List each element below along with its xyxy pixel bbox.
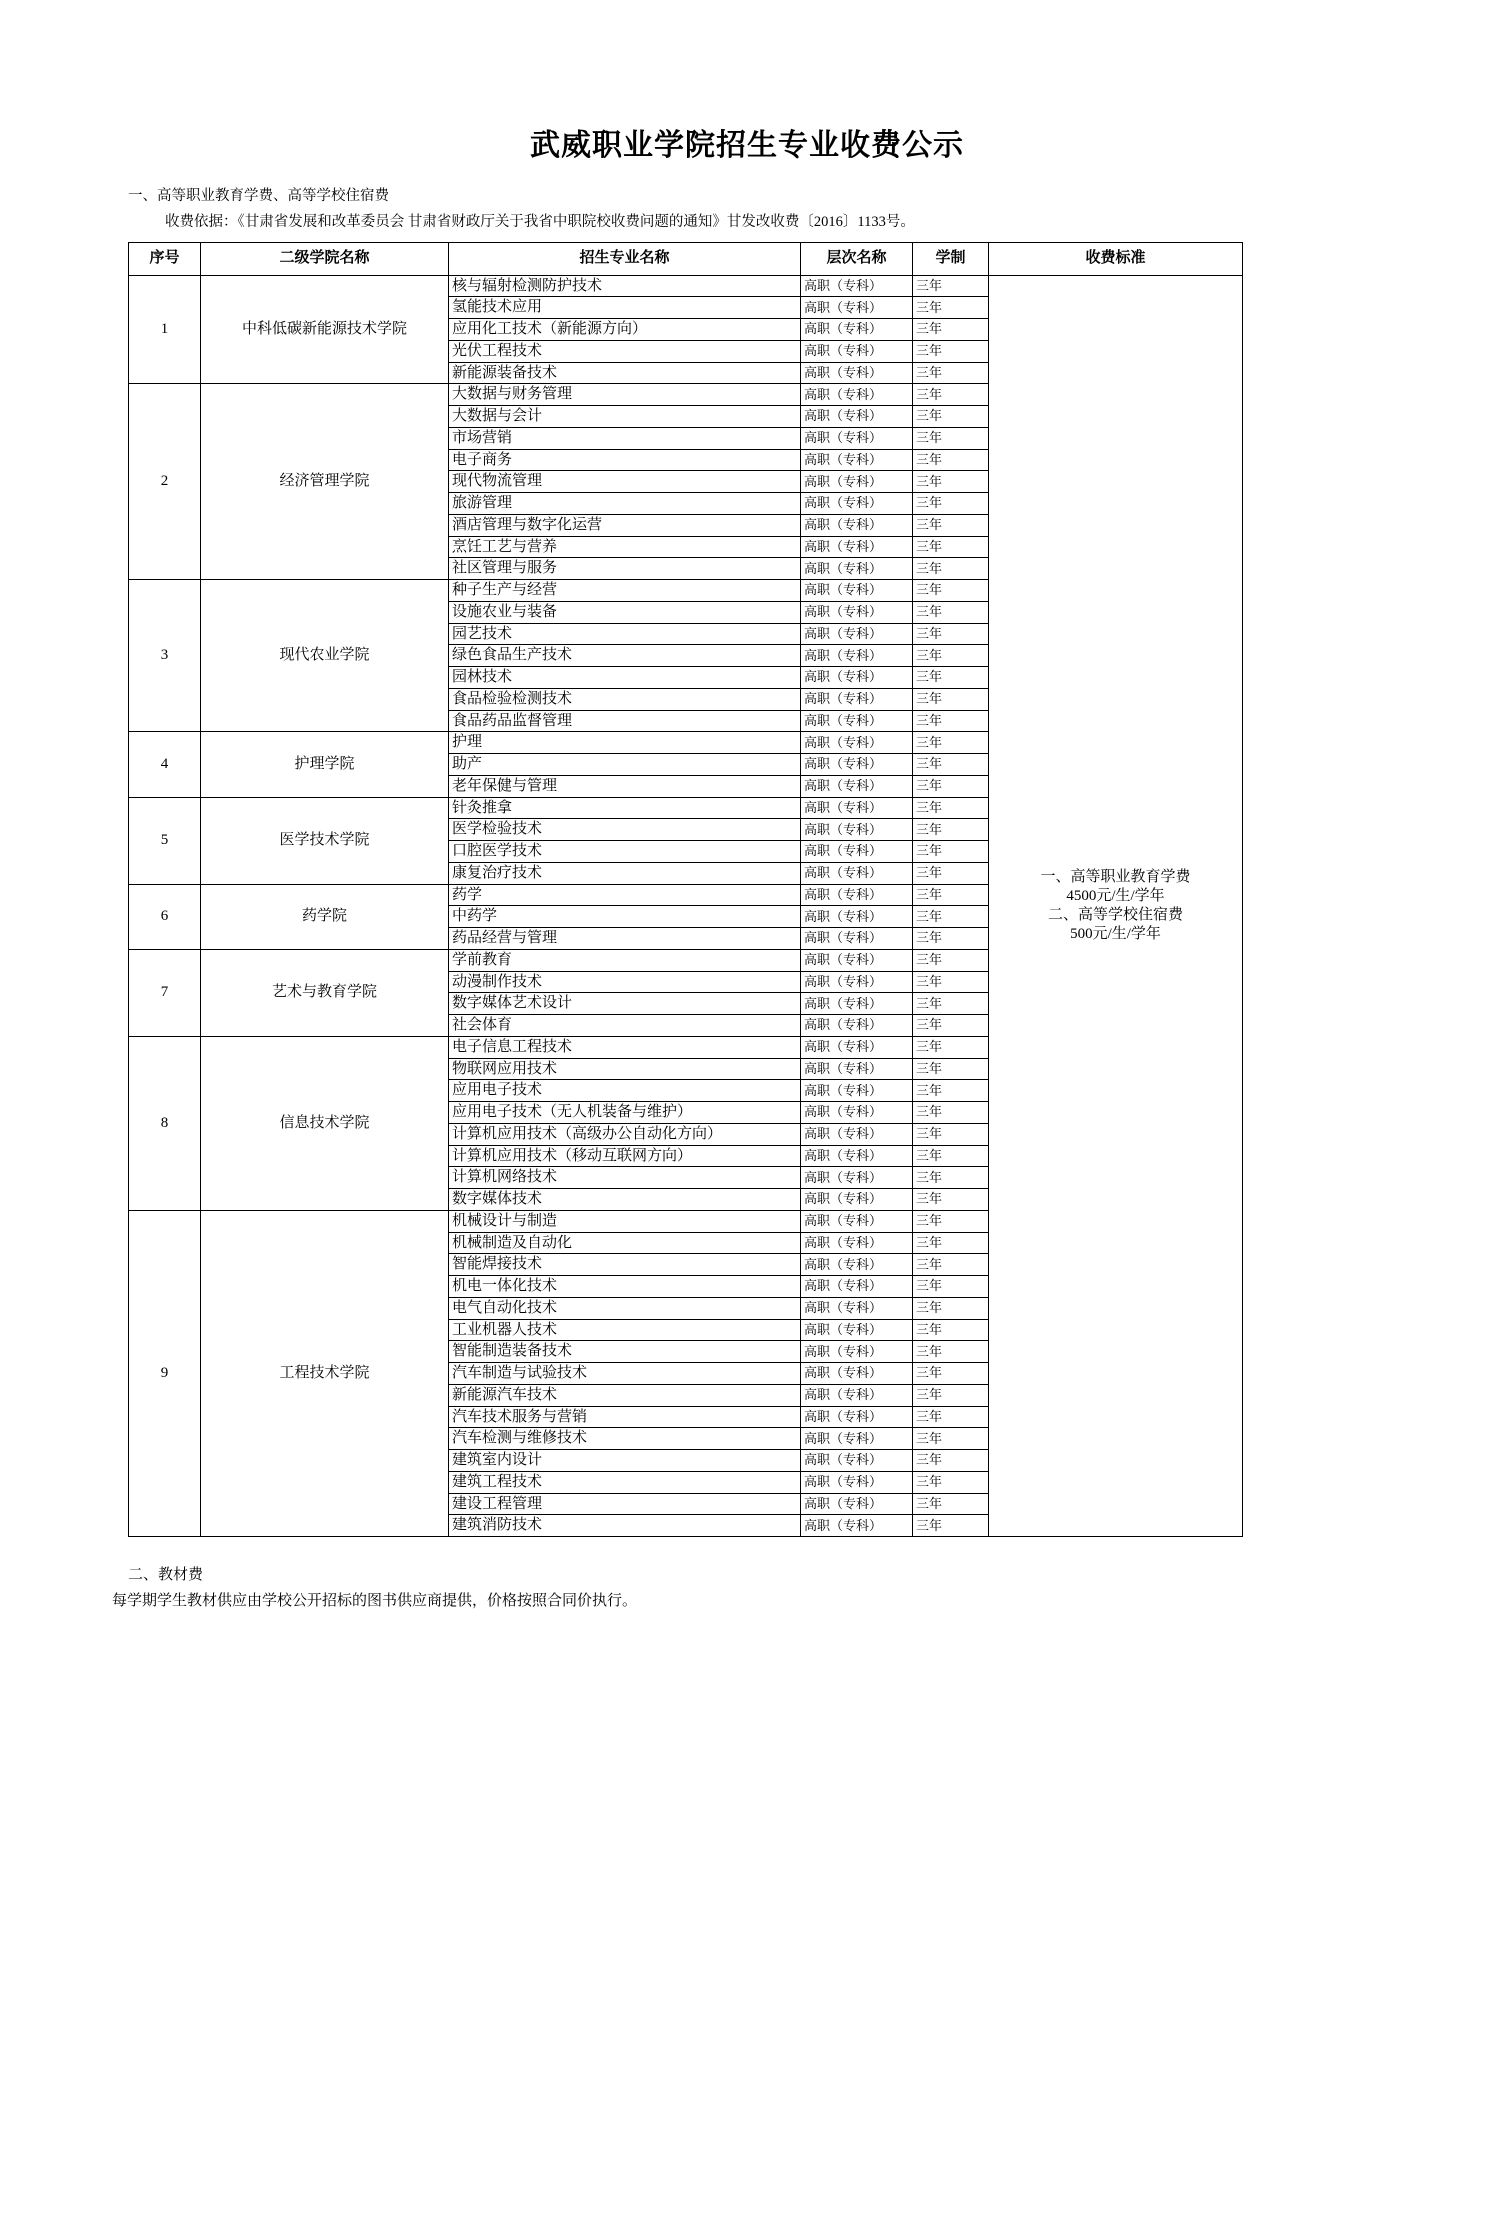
cell-years: 三年 — [913, 1363, 989, 1385]
cell-major: 食品药品监督管理 — [449, 710, 801, 732]
cell-major: 光伏工程技术 — [449, 340, 801, 362]
cell-years: 三年 — [913, 1384, 989, 1406]
cell-years: 三年 — [913, 667, 989, 689]
cell-level: 高职（专科） — [801, 884, 913, 906]
cell-no: 2 — [129, 384, 201, 580]
cell-level: 高职（专科） — [801, 275, 913, 297]
cell-years: 三年 — [913, 884, 989, 906]
cell-years: 三年 — [913, 1515, 989, 1537]
cell-years: 三年 — [913, 384, 989, 406]
cell-years: 三年 — [913, 1123, 989, 1145]
cell-years: 三年 — [913, 1428, 989, 1450]
cell-major: 种子生产与经营 — [449, 580, 801, 602]
cell-years: 三年 — [913, 1493, 989, 1515]
cell-major: 现代物流管理 — [449, 471, 801, 493]
table-head — [129, 242, 1243, 275]
section1-basis: 收费依据：《甘肃省发展和改革委员会 甘肃省财政厅关于我省中职院校收费问题的通知》甘发改收费〔2016〕1133号。 — [165, 213, 915, 230]
cell-years: 三年 — [913, 427, 989, 449]
cell-years: 三年 — [913, 340, 989, 362]
cell-level: 高职（专科） — [801, 1210, 913, 1232]
cell-level: 高职（专科） — [801, 340, 913, 362]
cell-level: 高职（专科） — [801, 1276, 913, 1298]
cell-no: 9 — [129, 1210, 201, 1536]
cell-level: 高职（专科） — [801, 754, 913, 776]
cell-major: 计算机应用技术（高级办公自动化方向） — [449, 1123, 801, 1145]
cell-years: 三年 — [913, 558, 989, 580]
cell-years: 三年 — [913, 471, 989, 493]
cell-level: 高职（专科） — [801, 580, 913, 602]
cell-level: 高职（专科） — [801, 427, 913, 449]
cell-major: 机械制造及自动化 — [449, 1232, 801, 1254]
cell-fee-standard — [989, 275, 1243, 1537]
cell-years: 三年 — [913, 1406, 989, 1428]
fee-line: 二、高等学校住宿费 — [1047, 906, 1183, 923]
cell-major: 数字媒体技术 — [449, 1189, 801, 1211]
cell-level: 高职（专科） — [801, 1493, 913, 1515]
cell-major: 园林技术 — [449, 667, 801, 689]
cell-level: 高职（专科） — [801, 841, 913, 863]
cell-years: 三年 — [913, 754, 989, 776]
cell-level: 高职（专科） — [801, 1015, 913, 1037]
cell-years: 三年 — [913, 971, 989, 993]
cell-years: 三年 — [913, 906, 989, 928]
cell-years: 三年 — [913, 449, 989, 471]
cell-college: 工程技术学院 — [201, 1210, 449, 1536]
cell-major: 核与辐射检测防护技术 — [449, 275, 801, 297]
cell-level: 高职（专科） — [801, 797, 913, 819]
cell-years: 三年 — [913, 297, 989, 319]
cell-years: 三年 — [913, 406, 989, 428]
fee-line: 500元/生/学年 — [1070, 925, 1161, 942]
cell-level: 高职（专科） — [801, 297, 913, 319]
cell-years: 三年 — [913, 275, 989, 297]
section1-heading: 一、高等职业教育学费、高等学校住宿费 — [128, 188, 389, 204]
cell-years: 三年 — [913, 493, 989, 515]
cell-years: 三年 — [913, 928, 989, 950]
cell-major: 烹饪工艺与营养 — [449, 536, 801, 558]
table-body — [129, 275, 1243, 1537]
cell-level: 高职（专科） — [801, 601, 913, 623]
cell-level: 高职（专科） — [801, 1102, 913, 1124]
cell-level: 高职（专科） — [801, 1123, 913, 1145]
cell-major: 建筑工程技术 — [449, 1471, 801, 1493]
cell-major: 酒店管理与数字化运营 — [449, 514, 801, 536]
cell-years: 三年 — [913, 1276, 989, 1298]
cell-level: 高职（专科） — [801, 928, 913, 950]
cell-level: 高职（专科） — [801, 906, 913, 928]
cell-level: 高职（专科） — [801, 710, 913, 732]
section2-block — [112, 1563, 1494, 1614]
cell-major: 大数据与财务管理 — [449, 384, 801, 406]
cell-no: 8 — [129, 1036, 201, 1210]
cell-major: 汽车检测与维修技术 — [449, 1428, 801, 1450]
cell-years: 三年 — [913, 1341, 989, 1363]
cell-level: 高职（专科） — [801, 862, 913, 884]
cell-college: 艺术与教育学院 — [201, 949, 449, 1036]
cell-years: 三年 — [913, 514, 989, 536]
col-header-level: 层次名称 — [801, 242, 913, 275]
cell-major: 汽车制造与试验技术 — [449, 1363, 801, 1385]
cell-level: 高职（专科） — [801, 493, 913, 515]
cell-major: 新能源装备技术 — [449, 362, 801, 384]
cell-years: 三年 — [913, 993, 989, 1015]
cell-level: 高职（专科） — [801, 1297, 913, 1319]
cell-level: 高职（专科） — [801, 623, 913, 645]
cell-level: 高职（专科） — [801, 1363, 913, 1385]
cell-major: 应用化工技术（新能源方向） — [449, 319, 801, 341]
cell-no: 4 — [129, 732, 201, 797]
cell-years: 三年 — [913, 536, 989, 558]
cell-years: 三年 — [913, 1450, 989, 1472]
cell-major: 药学 — [449, 884, 801, 906]
cell-level: 高职（专科） — [801, 558, 913, 580]
cell-no: 1 — [129, 275, 201, 384]
cell-major: 新能源汽车技术 — [449, 1384, 801, 1406]
cell-major: 社会体育 — [449, 1015, 801, 1037]
cell-no: 3 — [129, 580, 201, 732]
cell-major: 口腔医学技术 — [449, 841, 801, 863]
cell-major: 设施农业与装备 — [449, 601, 801, 623]
cell-major: 园艺技术 — [449, 623, 801, 645]
cell-major: 康复治疗技术 — [449, 862, 801, 884]
cell-level: 高职（专科） — [801, 362, 913, 384]
cell-years: 三年 — [913, 1319, 989, 1341]
cell-years: 三年 — [913, 775, 989, 797]
cell-years: 三年 — [913, 1254, 989, 1276]
cell-no: 5 — [129, 797, 201, 884]
cell-major: 绿色食品生产技术 — [449, 645, 801, 667]
cell-years: 三年 — [913, 362, 989, 384]
cell-level: 高职（专科） — [801, 1428, 913, 1450]
cell-years: 三年 — [913, 1167, 989, 1189]
cell-level: 高职（专科） — [801, 471, 913, 493]
col-header-years: 学制 — [913, 242, 989, 275]
cell-years: 三年 — [913, 841, 989, 863]
cell-major: 应用电子技术（无人机装备与维护） — [449, 1102, 801, 1124]
cell-years: 三年 — [913, 1080, 989, 1102]
cell-years: 三年 — [913, 1145, 989, 1167]
cell-major: 助产 — [449, 754, 801, 776]
cell-years: 三年 — [913, 601, 989, 623]
cell-major: 计算机网络技术 — [449, 1167, 801, 1189]
cell-level: 高职（专科） — [801, 319, 913, 341]
table-row — [129, 275, 1243, 297]
cell-college: 医学技术学院 — [201, 797, 449, 884]
cell-level: 高职（专科） — [801, 1232, 913, 1254]
cell-level: 高职（专科） — [801, 1341, 913, 1363]
cell-major: 氢能技术应用 — [449, 297, 801, 319]
cell-major: 汽车技术服务与营销 — [449, 1406, 801, 1428]
cell-level: 高职（专科） — [801, 949, 913, 971]
cell-major: 老年保健与管理 — [449, 775, 801, 797]
cell-years: 三年 — [913, 319, 989, 341]
cell-major: 护理 — [449, 732, 801, 754]
table-header-row — [129, 242, 1243, 275]
cell-major: 智能制造装备技术 — [449, 1341, 801, 1363]
cell-major: 中药学 — [449, 906, 801, 928]
section2-text: 每学期学生教材供应由学校公开招标的图书供应商提供，价格按照合同价执行。 — [112, 1592, 638, 1609]
cell-years: 三年 — [913, 688, 989, 710]
cell-level: 高职（专科） — [801, 1145, 913, 1167]
cell-major: 应用电子技术 — [449, 1080, 801, 1102]
cell-major: 药品经营与管理 — [449, 928, 801, 950]
cell-major: 计算机应用技术（移动互联网方向） — [449, 1145, 801, 1167]
cell-years: 三年 — [913, 1297, 989, 1319]
cell-college: 信息技术学院 — [201, 1036, 449, 1210]
cell-level: 高职（专科） — [801, 819, 913, 841]
document-page — [0, 120, 1494, 2233]
cell-level: 高职（专科） — [801, 514, 913, 536]
fee-line: 4500元/生/学年 — [1066, 888, 1165, 904]
cell-level: 高职（专科） — [801, 449, 913, 471]
cell-no: 6 — [129, 884, 201, 949]
cell-years: 三年 — [913, 1036, 989, 1058]
cell-major: 智能焊接技术 — [449, 1254, 801, 1276]
cell-years: 三年 — [913, 1058, 989, 1080]
cell-major: 社区管理与服务 — [449, 558, 801, 580]
fee-line: 一、高等职业教育学费 — [1040, 869, 1191, 886]
cell-level: 高职（专科） — [801, 536, 913, 558]
cell-major: 电子信息工程技术 — [449, 1036, 801, 1058]
cell-level: 高职（专科） — [801, 1406, 913, 1428]
cell-level: 高职（专科） — [801, 384, 913, 406]
cell-major: 建筑室内设计 — [449, 1450, 801, 1472]
cell-level: 高职（专科） — [801, 732, 913, 754]
cell-years: 三年 — [913, 710, 989, 732]
fee-table — [128, 242, 1243, 1538]
cell-major: 医学检验技术 — [449, 819, 801, 841]
col-header-no: 序号 — [129, 242, 201, 275]
cell-major: 建设工程管理 — [449, 1493, 801, 1515]
cell-level: 高职（专科） — [801, 1515, 913, 1537]
cell-college: 中科低碳新能源技术学院 — [201, 275, 449, 384]
cell-years: 三年 — [913, 645, 989, 667]
col-header-fee: 收费标准 — [989, 242, 1243, 275]
cell-years: 三年 — [913, 1015, 989, 1037]
cell-level: 高职（专科） — [801, 1471, 913, 1493]
cell-years: 三年 — [913, 819, 989, 841]
cell-major: 电气自动化技术 — [449, 1297, 801, 1319]
cell-level: 高职（专科） — [801, 688, 913, 710]
cell-major: 机械设计与制造 — [449, 1210, 801, 1232]
cell-major: 市场营销 — [449, 427, 801, 449]
cell-years: 三年 — [913, 1102, 989, 1124]
cell-college: 经济管理学院 — [201, 384, 449, 580]
cell-major: 电子商务 — [449, 449, 801, 471]
cell-years: 三年 — [913, 580, 989, 602]
page-title: 武威职业学院招生专业收费公示 — [530, 129, 964, 162]
cell-level: 高职（专科） — [801, 1254, 913, 1276]
cell-years: 三年 — [913, 623, 989, 645]
cell-years: 三年 — [913, 1232, 989, 1254]
cell-college: 药学院 — [201, 884, 449, 949]
cell-years: 三年 — [913, 949, 989, 971]
cell-college: 现代农业学院 — [201, 580, 449, 732]
col-header-college: 二级学院名称 — [201, 242, 449, 275]
cell-major: 物联网应用技术 — [449, 1058, 801, 1080]
cell-level: 高职（专科） — [801, 1319, 913, 1341]
cell-major: 机电一体化技术 — [449, 1276, 801, 1298]
cell-major: 大数据与会计 — [449, 406, 801, 428]
col-header-major: 招生专业名称 — [449, 242, 801, 275]
cell-level: 高职（专科） — [801, 1167, 913, 1189]
cell-level: 高职（专科） — [801, 667, 913, 689]
cell-major: 动漫制作技术 — [449, 971, 801, 993]
cell-major: 旅游管理 — [449, 493, 801, 515]
cell-level: 高职（专科） — [801, 971, 913, 993]
cell-level: 高职（专科） — [801, 993, 913, 1015]
cell-years: 三年 — [913, 1189, 989, 1211]
cell-level: 高职（专科） — [801, 406, 913, 428]
cell-major: 工业机器人技术 — [449, 1319, 801, 1341]
cell-years: 三年 — [913, 1471, 989, 1493]
cell-major: 针灸推拿 — [449, 797, 801, 819]
cell-years: 三年 — [913, 862, 989, 884]
cell-major: 建筑消防技术 — [449, 1515, 801, 1537]
cell-level: 高职（专科） — [801, 1036, 913, 1058]
cell-major: 食品检验检测技术 — [449, 688, 801, 710]
cell-level: 高职（专科） — [801, 645, 913, 667]
cell-years: 三年 — [913, 797, 989, 819]
cell-years: 三年 — [913, 732, 989, 754]
cell-level: 高职（专科） — [801, 1058, 913, 1080]
cell-major: 数字媒体艺术设计 — [449, 993, 801, 1015]
cell-no: 7 — [129, 949, 201, 1036]
cell-years: 三年 — [913, 1210, 989, 1232]
cell-level: 高职（专科） — [801, 1189, 913, 1211]
cell-level: 高职（专科） — [801, 1450, 913, 1472]
cell-college: 护理学院 — [201, 732, 449, 797]
section2-heading: 二、教材费 — [128, 1567, 204, 1583]
cell-level: 高职（专科） — [801, 775, 913, 797]
cell-level: 高职（专科） — [801, 1384, 913, 1406]
fee-table-wrapper — [128, 242, 1368, 1538]
cell-major: 学前教育 — [449, 949, 801, 971]
cell-level: 高职（专科） — [801, 1080, 913, 1102]
